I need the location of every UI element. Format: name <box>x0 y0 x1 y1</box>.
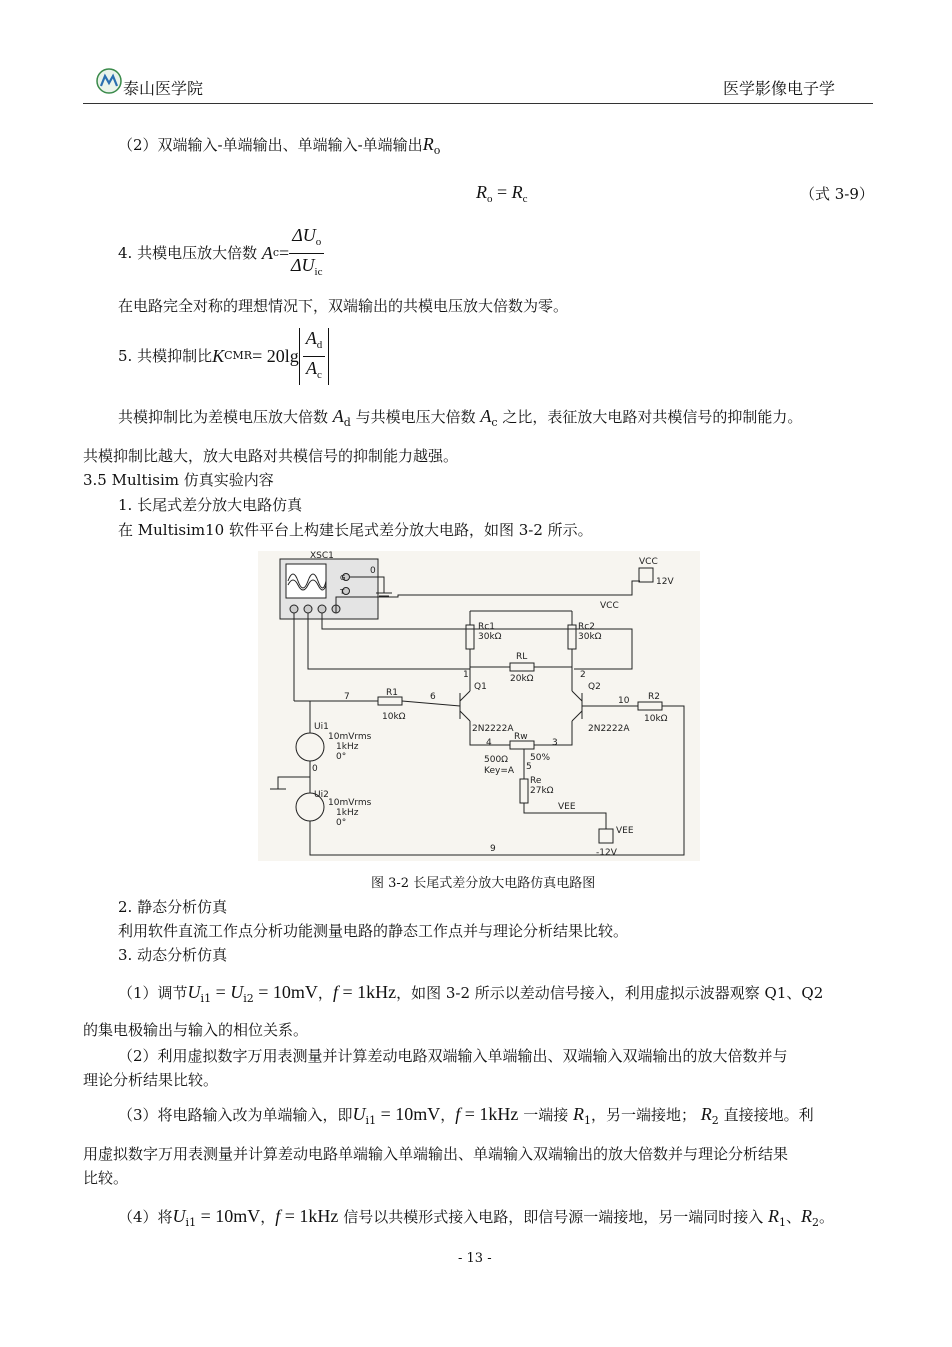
label-vee-val: -12V <box>596 848 617 858</box>
label-xsc1: XSC1 <box>310 551 334 561</box>
label-n4: 4 <box>486 738 492 748</box>
text-line: （2）利用虚拟数字万用表测量并计算差动电路双端输入单端输出、双端输入双端输出的放大倍数并与 <box>118 1047 788 1065</box>
label-ui1-p: 0° <box>336 752 347 762</box>
text-line: 在 Multisim10 软件平台上构建长尾式差分放大电路，如图 3-2 所示。 <box>118 521 593 539</box>
label-ui2-p: 0° <box>336 818 347 828</box>
text-line: （1）调节$U_{i1} = U_{i2} = 10mV$，f = 1kHz，如图 3-2 所示以差动信号接入，利用虚拟示波器观察 Q1、Q2 <box>118 982 824 1005</box>
label-ui2: Ui2 <box>314 790 329 800</box>
text-line: 的集电极输出与输入的相位关系。 <box>83 1021 309 1039</box>
label-n10: 10 <box>618 696 630 706</box>
circuit-diagram <box>258 551 700 861</box>
label-vee: VEE <box>616 826 634 836</box>
label-n0: 0 <box>312 764 318 774</box>
label-ui1-v: 10mVrms <box>328 732 372 742</box>
text-line: （2）双端输入-单端输出、单端输入-单端输出$R_o$ <box>118 134 441 157</box>
label-vee-rail: VEE <box>558 802 576 812</box>
text-line: 4. 共模电压放大倍数 A c = $\frac{\Delta U_o}{\Delta U_{ic}}$ <box>118 228 324 278</box>
label-q1: Q1 <box>474 682 487 692</box>
label-vcc-rail: VCC <box>600 601 619 611</box>
text-line: 2. 静态分析仿真 <box>118 898 228 916</box>
text-line: （4）将$U_{i1} = 10mV$，f = 1kHz 信号以共模形式接入电路，即信号源一端接地，另一端同时接入 $R_1$、$R_2$。 <box>118 1206 835 1229</box>
label-vcc-val: 12V <box>656 577 674 587</box>
header-rule <box>83 103 873 104</box>
text-line: 共模抑制比为差模电压放大倍数 $A_d$ 与共模电压大倍数 $A_c$ 之比，表征放大电路对共模信号的抑制能力。 <box>118 406 803 429</box>
section-heading: 3.5 Multisim 仿真实验内容 <box>83 471 274 489</box>
label-ui1-f: 1kHz <box>336 742 359 752</box>
text-line: 用虚拟数字万用表测量并计算差动电路单端输入单端输出、单端输入双端输出的放大倍数并与理论分析结果 <box>83 1145 789 1163</box>
label-rl: RL <box>516 652 528 662</box>
label-n7: 7 <box>344 692 350 702</box>
figure-caption: 图 3-2 长尾式差分放大电路仿真电路图 <box>371 876 596 891</box>
text-line: 5. 共模抑制比 K CMR = 20lg $\frac{A_d}{A_c}$ <box>118 330 329 382</box>
abs-bars: $\frac{A_d}{A_c}$ <box>299 328 330 385</box>
text-line: 在电路完全对称的理想情况下，双端输出的共模电压放大倍数为零。 <box>118 297 569 315</box>
label-ui1: Ui1 <box>314 722 329 732</box>
text-line: 利用软件直流工作点分析功能测量电路的静态工作点并与理论分析结果比较。 <box>118 922 629 940</box>
label-n1: 1 <box>463 670 469 680</box>
text-line: 理论分析结果比较。 <box>83 1071 219 1089</box>
label-r2-val: 10kΩ <box>644 714 668 724</box>
label-r2: R2 <box>648 692 660 702</box>
label-rw-val: 500Ω <box>484 755 509 765</box>
label-ui2-f: 1kHz <box>336 808 359 818</box>
label-gnd0: 0 <box>370 566 376 576</box>
header-school: 泰山医学院 <box>123 79 204 98</box>
equation-number: （式 3-9） <box>800 185 874 203</box>
label-re: Re <box>530 776 542 786</box>
label-vcc: VCC <box>639 557 658 567</box>
label-rw: Rw <box>514 732 528 742</box>
label-n3: 3 <box>552 738 558 748</box>
label-rc1-val: 30kΩ <box>478 632 502 642</box>
label-rc2: Rc2 <box>578 622 595 632</box>
label-q2: Q2 <box>588 682 601 692</box>
label-r1-val: 10kΩ <box>382 712 406 722</box>
label-n6: 6 <box>430 692 436 702</box>
label-scope-g: G <box>340 574 346 582</box>
label-t1: 2N2222A <box>472 724 514 734</box>
text-line: 共模抑制比越大，放大电路对共模信号的抑制能力越强。 <box>83 447 459 465</box>
label-scope-t: T <box>340 588 345 596</box>
logo-icon <box>96 68 122 94</box>
label-t2: 2N2222A <box>588 724 630 734</box>
label-ui2-v: 10mVrms <box>328 798 372 808</box>
text-line: 比较。 <box>83 1169 129 1187</box>
text-line: （3）将电路输入改为单端输入，即$U_{i1} = 10mV$，f = 1kHz 一端接 $R_1$，另一端接地； $R_2$ 直接接地。利 <box>118 1104 814 1127</box>
header-course: 医学影像电子学 <box>723 79 836 98</box>
label-rc1: Rc1 <box>478 622 495 632</box>
label-r1: R1 <box>386 688 398 698</box>
equation-3-9: $R_o = R_c$ <box>476 182 528 205</box>
label-rw-pct: 50% <box>530 753 551 763</box>
page-number: - 13 - <box>458 1251 492 1266</box>
label-re-val: 27kΩ <box>530 786 554 796</box>
label-rc2-val: 30kΩ <box>578 632 602 642</box>
label-n2: 2 <box>580 670 586 680</box>
label-n5: 5 <box>526 762 532 772</box>
label-rw-key: Key=A <box>484 766 515 776</box>
label-n9: 9 <box>490 844 496 854</box>
label-rl-val: 20kΩ <box>510 674 534 684</box>
text-line: 1. 长尾式差分放大电路仿真 <box>118 496 303 514</box>
text-line: 3. 动态分析仿真 <box>118 946 228 964</box>
fraction-ac: $\frac{\Delta U_o}{\Delta U_{ic}}$ <box>290 224 323 278</box>
